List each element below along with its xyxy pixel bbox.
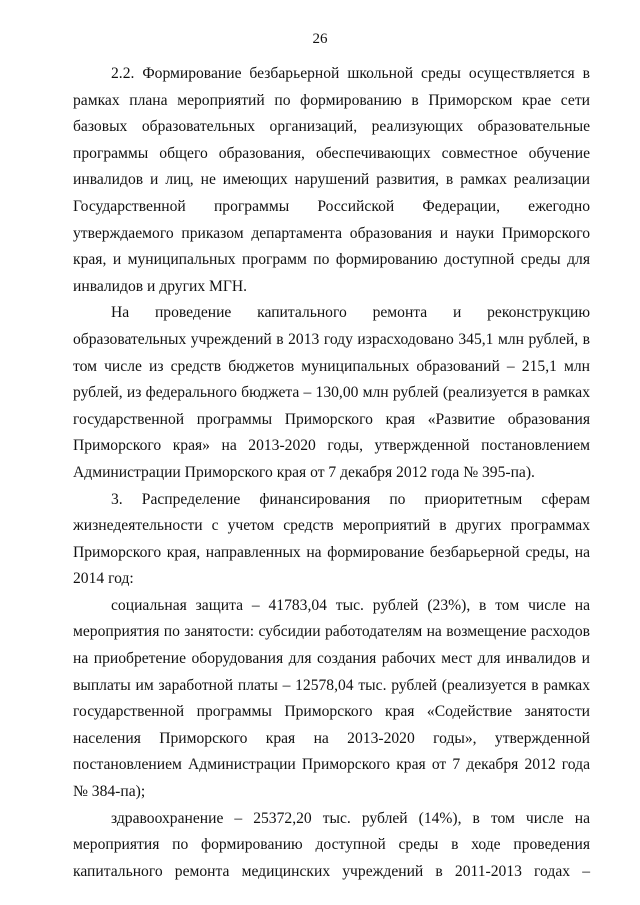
paragraph-barrier-free-school: 2.2. Формирование безбарьерной школьной среды осуществляется в рамках плана мероприятий по формированию в Приморском крае сети базовых образовательных организаций, реализующих образовательные программы общего образования, обеспечивающих совместное обучение инвалидов и лиц, не имеющих нарушений развития, в рамках реализации Государственной программы Российской Федерации, ежегодно утверждаемого приказом департамента образования и науки Приморского края, и муниципальных программ по формированию доступной среды для инвалидов и других МГН. <box>73 65 590 295</box>
paragraph-healthcare: здравоохранение – 25372,20 тыс. рублей (14%), в том числе на мероприятия по формированию доступной среды в ходе проведения капитального ремонта медицинских учреждений в 2011-2013 годах – <box>73 809 590 880</box>
page-number: 26 <box>312 31 328 47</box>
paragraph-social-protection: социальная защита – 41783,04 тыс. рублей (23%), в том числе на мероприятия по занятости: субсидии работодателям на возмещение расходов на приобретение оборудования для создания рабочих мест для инвалидов и выплаты им заработной платы – 12578,04 тыс. рублей (реализуется в рамках государственной программы Приморского края «Содействие занятости населения Приморского края на 2013-2020 годы», утвержденной постановлением Администрации Приморского края от 7 декабря 2012 года № 384-па); <box>73 596 590 801</box>
paragraph-capital-repair: На проведение капитального ремонта и реконструкцию образовательных учреждений в 2013 году израсходовано 345,1 млн рублей, в том числе из средств бюджетов муниципальных образований – 215,1 млн рублей, из федерального бюджета – 130,00 млн рублей (реализуется в рамках государственной программы Приморского края «Развитие образования Приморского края» на 2013-2020 годы, утвержденной постановлением Администрации Приморского края от 7 декабря 2012 года № 395-па). <box>73 304 590 481</box>
document-body <box>73 61 590 885</box>
paragraph-funding-distribution: 3. Распределение финансирования по приоритетным сферам жизнедеятельности с учетом средств мероприятий в других программах Приморского края, направленных на формирование безбарьерной среды, на 2014 год: <box>73 490 590 588</box>
